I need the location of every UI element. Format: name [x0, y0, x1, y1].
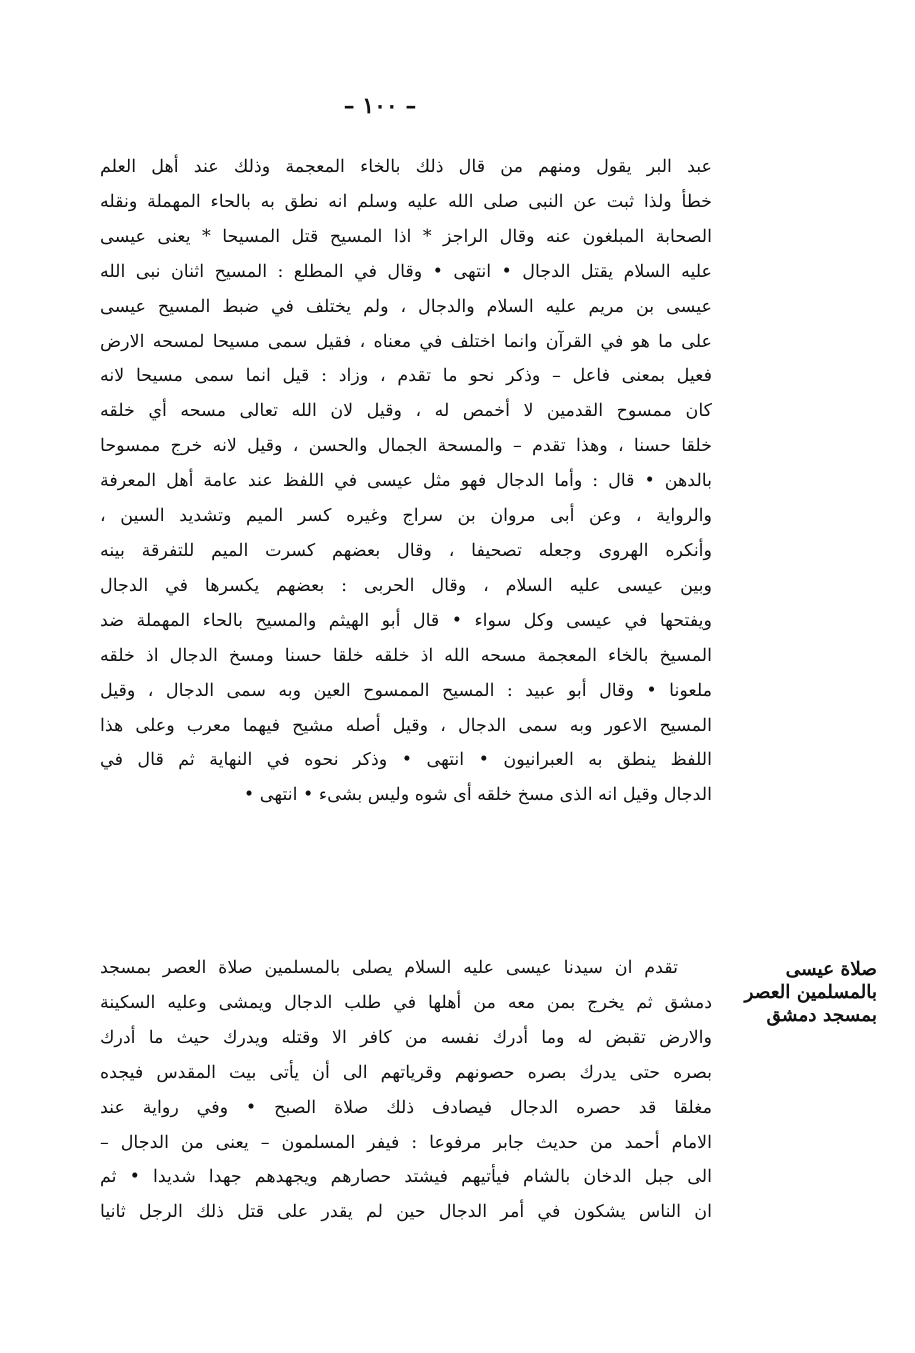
margin-title-line: بالمسلمين العصر — [744, 982, 877, 1003]
text-line: عليه السلام يقتل الدجال • انتهى • وقال في المطلع : المسيح اثنان نبى الله — [100, 261, 712, 282]
main-text-block — [100, 150, 712, 813]
text-line: المسيح الاعور وبه سمى الدجال ، وقيل أصله مشيح فيهما معرب وعلى هذا — [100, 715, 712, 736]
text-line: دمشق ثم يخرج بمن معه من أهلها في طلب الدجال ويمشى وعليه السكينة — [100, 992, 712, 1013]
text-line: والارض تقبض له وما أدرك نفسه من كافر الا وقتله ويدرك حيث ما أدرك — [100, 1027, 712, 1048]
text-line: خلقا حسنا ، وهذا تقدم – والمسحة الجمال والحسن ، وقيل لانه خرج ممسوحا — [100, 436, 712, 457]
text-line: اللفظ ينطق به العبرانيون • انتهى • وذكر نحوه في النهاية ثم قال في — [100, 750, 712, 771]
margin-title-line: صلاة عيسى — [785, 959, 877, 980]
margin-section-title — [727, 958, 877, 1027]
text-line: الى جبل الدخان بالشام فيأتيهم فيشتد حصارهم ويجهدهم جهدا شديدا • ثم — [100, 1167, 712, 1188]
text-line: الدجال وقيل انه الذى مسخ خلقه أى شوه وليس بشىء • انتهى • — [243, 785, 712, 806]
text-line: مغلقا قد حصره الدجال فيصادف ذلك صلاة الصبح • وفي رواية عند — [100, 1097, 712, 1118]
text-line: بصره حتى يدرك بصره حصونهم وقرياتهم الى أن يأتى بيت المقدس فيجده — [100, 1062, 713, 1083]
text-line: الامام أحمد من حديث جابر مرفوعا : فيفر المسلمون – يعنى من الدجال – — [100, 1132, 712, 1153]
page-number: – ١٠٠ – — [343, 93, 417, 119]
text-line: ان الناس يشكون في أمر الدجال حين لم يقدر على قتل ذلك الرجل ثانيا — [100, 1202, 712, 1223]
text-line: وبين عيسى عليه السلام ، وقال الحربى : بعضهم يكسرها في الدجال — [100, 575, 712, 596]
text-line: والرواية ، وعن أبى مروان بن سراج وغيره كسر الميم وتشديد السين ، — [100, 506, 712, 527]
text-line: عيسى بن مريم عليه السلام والدجال ، ولم يختلف في ضبط المسيح عيسى — [100, 296, 712, 317]
text-line: بالدهن • قال : وأما الدجال فهو مثل عيسى في اللفظ عند عامة أهل المعرفة — [100, 471, 712, 492]
text-line: على ما هو في القرآن وانما اختلف في معناه ، فقيل سمى مسيحا لمسحه الارض — [100, 331, 712, 352]
margin-title-line: بمسجد دمشق — [766, 1005, 877, 1026]
text-line: عبد البر يقول ومنهم من قال ذلك بالخاء المعجمة وذلك عند أهل العلم — [100, 157, 712, 177]
text-line: تقدم ان سيدنا عيسى عليه السلام يصلى بالمسلمين صلاة العصر بمسجد — [100, 958, 678, 978]
text-line: كان ممسوح القدمين لا أخمص له ، وقيل لان الله تعالى مسحه أي خلقه — [100, 401, 712, 422]
text-line: ويفتحها في عيسى وكل سواء • قال أبو الهيثم والمسيح بالحاء المهملة ضد — [100, 610, 712, 631]
text-line: المسيخ بالخاء المعجمة مسحه الله اذ خلقه خلقا حسنا ومسخ الدجال اذ خلقه — [100, 645, 712, 666]
text-line: خطأ ولذا ثبت عن النبى صلى الله عليه وسلم انه نطق به بالحاء المهملة ونقله — [100, 191, 712, 212]
text-line: الصحابة المبلغون عنه وقال الراجز * اذا المسيح قتل المسيحا * يعنى عيسى — [100, 226, 712, 247]
text-line: وأنكره الهروى وجعله تصحيفا ، وقال بعضهم كسرت الميم للتفرقة بينه — [100, 540, 712, 561]
text-line: ملعونا • وقال أبو عبيد : المسيح الممسوح العين وبه سمى الدجال ، وقيل — [100, 680, 712, 701]
text-line: فعيل بمعنى فاعل – وذكر نحو ما تقدم ، وزاد : قيل انما سمى مسيحا لانه — [100, 366, 712, 387]
section-text-block — [100, 951, 712, 1230]
